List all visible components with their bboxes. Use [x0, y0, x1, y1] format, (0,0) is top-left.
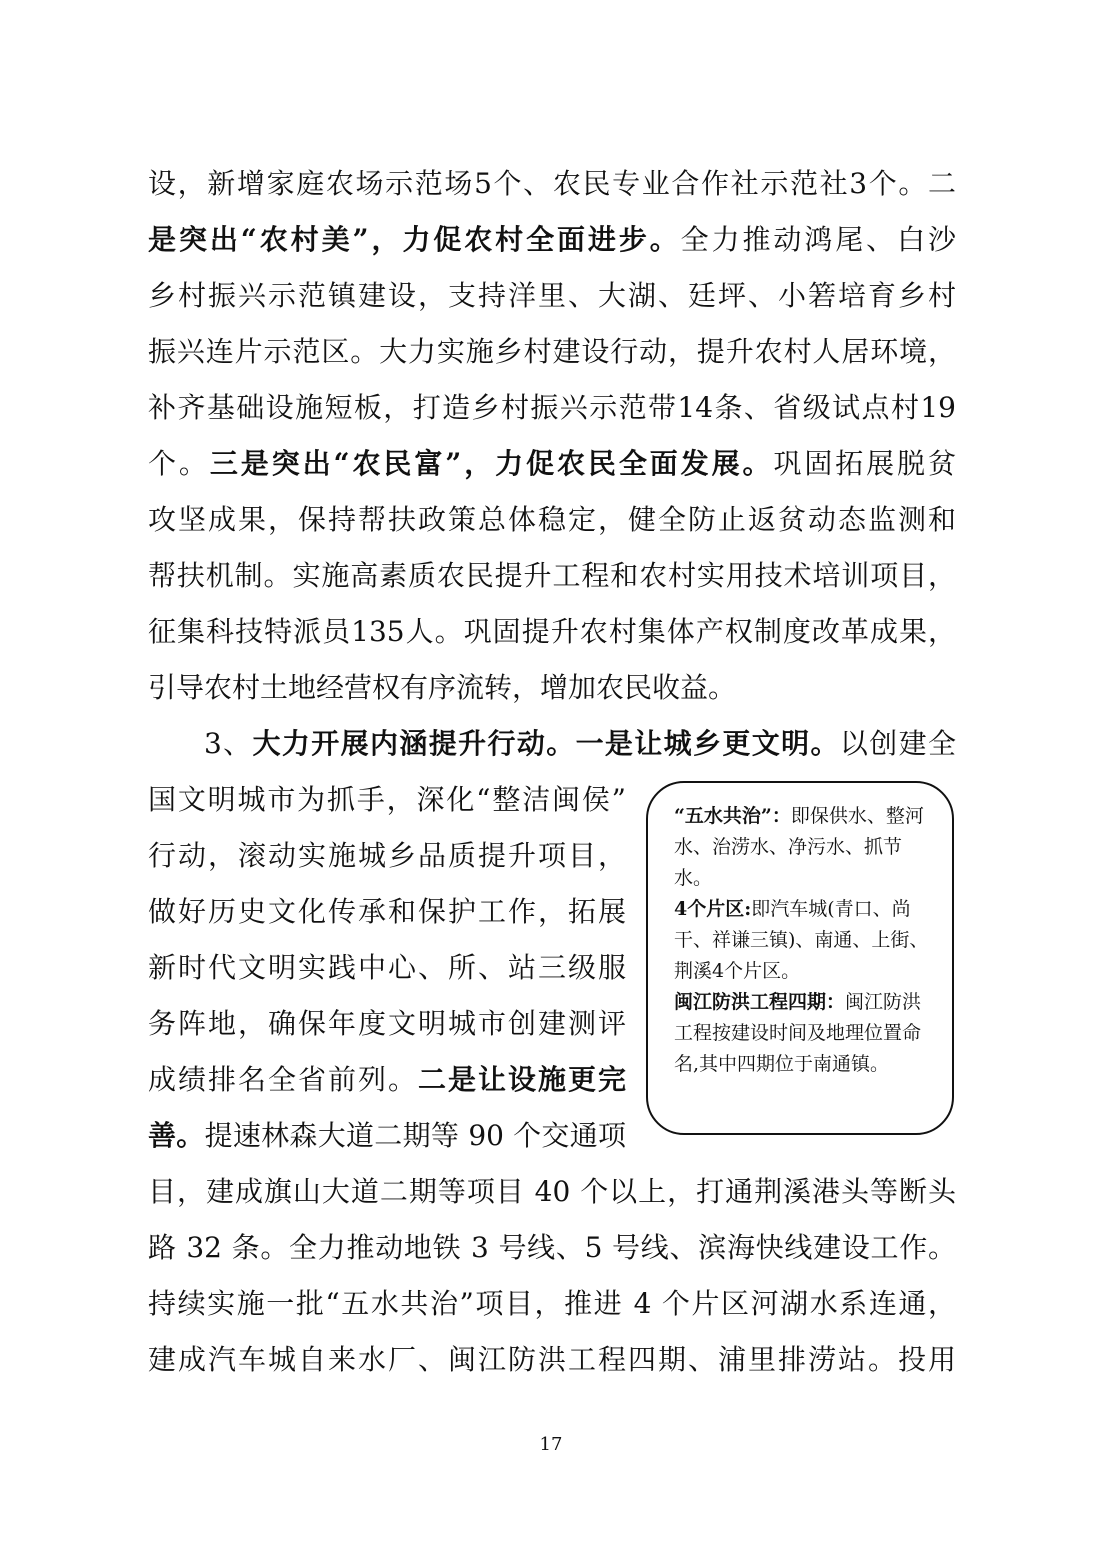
text-line: 成绩排名全省前列。二是让设施更完: [148, 1063, 626, 1096]
bold-heading: 二是让设施更完: [417, 1063, 626, 1096]
text-line: 是突出“农村美”，力促农村全面进步。全力推动鸿尾、白沙: [148, 223, 956, 256]
glossary-definition: 即汽车城(青口、尚干、祥谦三镇)、南通、上街、荆溪4个片区。: [674, 898, 929, 982]
text-line: 目，建成旗山大道二期等项目 40 个以上，打通荆溪港头等断头: [148, 1175, 956, 1208]
text-line: 振兴连片示范区。大力实施乡村建设行动，提升农村人居环境，: [148, 335, 956, 368]
text-line: 持续实施一批“五水共治”项目，推进 4 个片区河湖水系连通，: [148, 1287, 956, 1320]
bold-heading: 三是突出“农民富”，力促农民全面发展。: [209, 447, 774, 480]
text-line: 攻坚成果，保持帮扶政策总体稳定，健全防止返贫动态监测和: [148, 503, 956, 536]
bold-heading: 大力开展内涵提升行动。一是让城乡更文明。: [252, 727, 840, 760]
text-line: 行动，滚动实施城乡品质提升项目，: [148, 839, 626, 872]
text-line: 建成汽车城自来水厂、闽江防洪工程四期、浦里排涝站。投用: [148, 1343, 956, 1376]
glossary-definition: 即保供水、整河水、治涝水、净污水、抓节水。: [674, 805, 924, 889]
text-line: 引导农村土地经营权有序流转，增加农民收益。: [148, 671, 737, 704]
bold-heading: 是突出“农村美”，力促农村全面进步。: [148, 223, 681, 256]
text-line: 做好历史文化传承和保护工作，拓展: [148, 895, 626, 928]
text-line: 务阵地，确保年度文明城市创建测评: [148, 1007, 626, 1040]
text-line: 补齐基础设施短板，打造乡村振兴示范带14条、省级试点村19: [148, 391, 956, 424]
text-line: 3、大力开展内涵提升行动。一是让城乡更文明。以创建全: [204, 727, 956, 760]
text-line: 乡村振兴示范镇建设，支持洋里、大湖、廷坪、小箬培育乡村: [148, 279, 956, 312]
glossary-entry: [674, 894, 930, 987]
bold-heading: 善。: [148, 1119, 205, 1152]
text-line: 国文明城市为抓手，深化“整洁闽侯”: [148, 783, 626, 816]
glossary-term: 4个片区:: [674, 898, 752, 920]
text-line: 善。提速林森大道二期等 90 个交通项: [148, 1119, 626, 1152]
text-line: 路 32 条。全力推动地铁 3 号线、5 号线、滨海快线建设工作。: [148, 1231, 956, 1264]
glossary-entry: [674, 987, 930, 1080]
text-line: 个。三是突出“农民富”，力促农民全面发展。巩固拓展脱贫: [148, 447, 956, 480]
glossary-term: “五水共治”：: [674, 805, 791, 827]
text-line: 新时代文明实践中心、所、站三级服: [148, 951, 626, 984]
glossary-definition: 闽江防洪工程按建设时间及地理位置命名,其中四期位于南通镇。: [674, 991, 922, 1075]
page-number: 17: [539, 1434, 563, 1455]
text-line: 设，新增家庭农场示范场5个、农民专业合作社示范社3个。二: [148, 167, 956, 200]
glossary-sidebox: [646, 781, 954, 1135]
glossary-entry: [674, 801, 930, 894]
text-line: 征集科技特派员135人。巩固提升农村集体产权制度改革成果，: [148, 615, 956, 648]
glossary-term: 闽江防洪工程四期：: [674, 991, 846, 1013]
text-line: 帮扶机制。实施高素质农民提升工程和农村实用技术培训项目，: [148, 559, 956, 592]
